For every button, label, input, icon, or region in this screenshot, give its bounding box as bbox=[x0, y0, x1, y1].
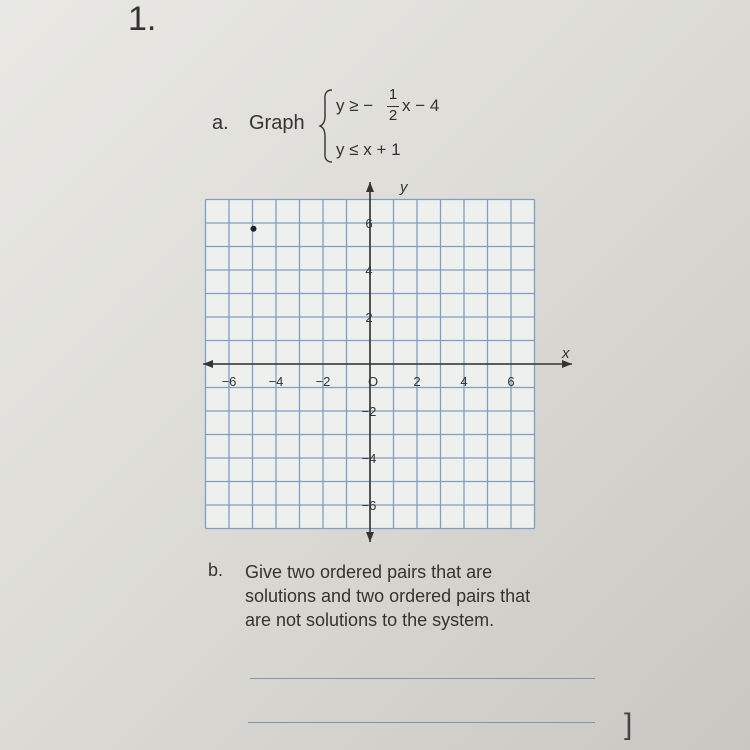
x-axis-label: x bbox=[562, 345, 570, 362]
bracket-mark: ] bbox=[624, 708, 633, 741]
y-tick-label: 6 bbox=[365, 216, 373, 231]
part-b-line: solutions and two ordered pairs that bbox=[245, 586, 531, 606]
problem-number: 1. bbox=[128, 0, 157, 38]
inequality-1-lhs: y ≥ − bbox=[336, 96, 374, 115]
y-tick-label: −2 bbox=[361, 404, 377, 419]
fraction-numerator: 1 bbox=[388, 86, 398, 103]
y-axis-arrow-down bbox=[366, 532, 374, 542]
x-tick-label: 6 bbox=[507, 374, 515, 389]
y-tick-label: −4 bbox=[361, 451, 377, 466]
plotted-point bbox=[251, 226, 257, 232]
part-b-prompt bbox=[245, 560, 605, 632]
y-tick-label: 4 bbox=[365, 263, 373, 278]
part-b-label: b. bbox=[208, 560, 224, 580]
y-axis-arrow-up bbox=[366, 182, 374, 192]
answer-line-2[interactable] bbox=[248, 722, 595, 723]
x-tick-label: 4 bbox=[460, 374, 468, 389]
x-tick-label: O bbox=[367, 374, 379, 389]
x-tick-label: −6 bbox=[221, 374, 237, 389]
x-tick-label: −2 bbox=[315, 374, 331, 389]
answer-line-1[interactable] bbox=[250, 678, 595, 679]
y-tick-label: 2 bbox=[365, 310, 373, 325]
part-b-line: Give two ordered pairs that are bbox=[245, 562, 493, 582]
graph-instruction: Graph bbox=[249, 112, 305, 134]
part-b-line: are not solutions to the system. bbox=[245, 610, 495, 630]
y-axis-label: y bbox=[400, 179, 408, 196]
fraction-denominator: 2 bbox=[388, 107, 398, 124]
inequality-1-rhs: x − 4 bbox=[402, 96, 440, 115]
x-tick-label: −4 bbox=[268, 374, 284, 389]
x-tick-label: 2 bbox=[413, 374, 421, 389]
part-a-label: a. bbox=[212, 112, 229, 134]
y-tick-label: −6 bbox=[361, 498, 377, 513]
inequality-2: y ≤ x + 1 bbox=[336, 140, 401, 159]
